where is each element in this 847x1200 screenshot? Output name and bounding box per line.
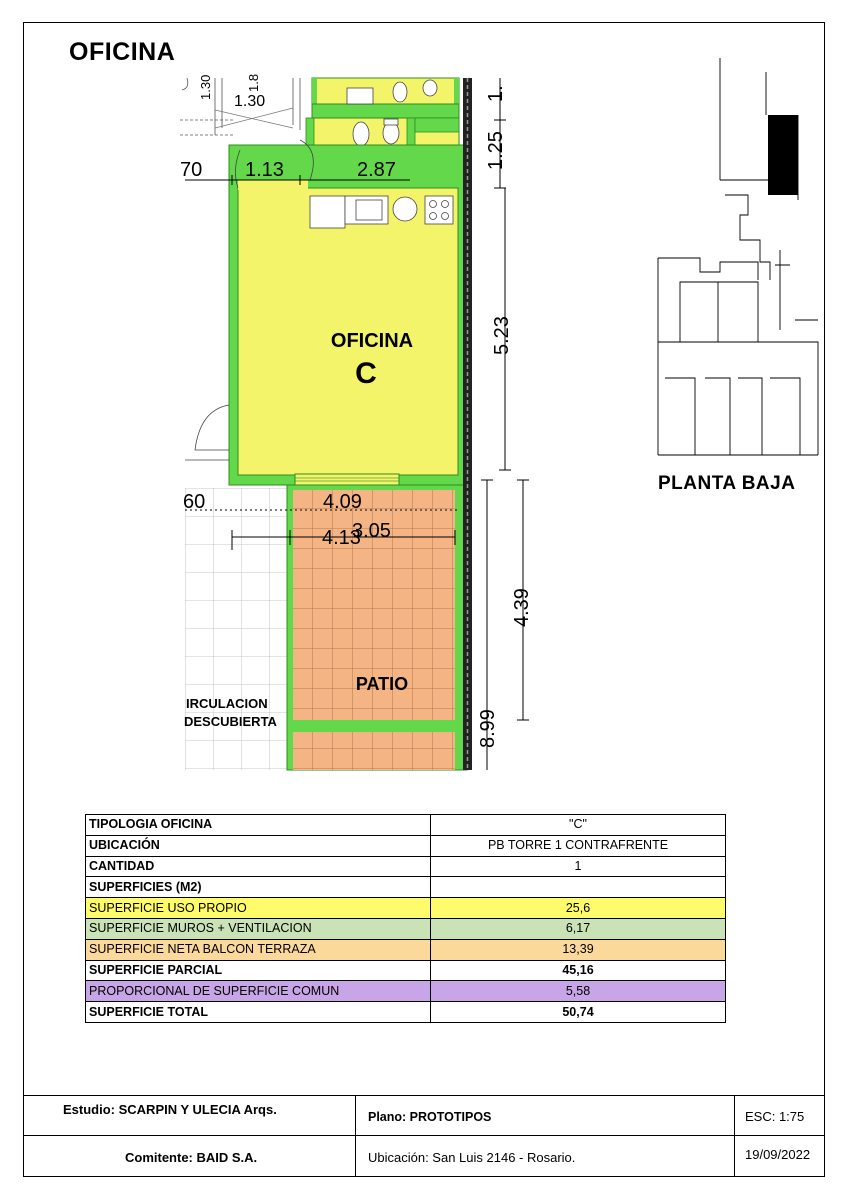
title-block: [23, 1095, 825, 1177]
dim-1: 1.: [485, 85, 507, 102]
dim-2-87: 2.87: [357, 159, 396, 181]
location-text: Ubicación: San Luis 2146 - Rosario.: [368, 1150, 576, 1165]
room-label: OFICINA: [330, 330, 414, 352]
row-value: 50,74: [431, 1002, 726, 1023]
date-cell: [734, 1135, 825, 1177]
client-text: Comitente: BAID S.A.: [125, 1150, 258, 1165]
circulation-label-1: IRCULACION: [186, 696, 268, 711]
dim-1-8: 1.8: [246, 73, 261, 92]
patio-label: PATIO: [355, 674, 409, 694]
plano-cell: [355, 1095, 735, 1136]
row-value: 6,17: [431, 918, 726, 939]
scale-text: ESC: 1:75: [745, 1109, 805, 1124]
page-title: OFICINA: [69, 38, 176, 66]
table-row: [86, 856, 726, 877]
row-value: 13,39: [431, 939, 726, 960]
row-label: UBICACIÓN: [86, 835, 431, 856]
dim-70: 70: [180, 159, 203, 181]
circulation-label-2: DESCUBIERTA: [184, 714, 277, 729]
studio-cell: [23, 1095, 356, 1136]
table-row: [86, 939, 726, 960]
row-value: 5,58: [431, 981, 726, 1002]
row-label: TIPOLOGIA OFICINA: [86, 815, 431, 836]
surface-table: [85, 814, 726, 1023]
table-row: [86, 877, 726, 898]
row-label: SUPERFICIES (M2): [86, 877, 431, 898]
key-plan-label: PLANTA BAJA: [658, 473, 796, 494]
row-label: PROPORCIONAL DE SUPERFICIE COMUN: [86, 981, 431, 1002]
row-label: SUPERFICIE NETA BALCON TERRAZA: [86, 939, 431, 960]
dim-1-30: 1.30: [234, 93, 266, 110]
row-value: 25,6: [431, 898, 726, 919]
table-row: [86, 1002, 726, 1023]
dim-8-99: 8.99: [477, 709, 499, 748]
dim-3-05: 3.05: [352, 520, 391, 542]
row-label: SUPERFICIE MUROS + VENTILACION: [86, 918, 431, 939]
row-value: PB TORRE 1 CONTRAFRENTE: [431, 835, 726, 856]
scale-cell: [734, 1095, 825, 1136]
plano-text: Plano: PROTOTIPOS: [368, 1110, 492, 1124]
table-row: [86, 835, 726, 856]
client-cell: [23, 1135, 356, 1177]
row-label: SUPERFICIE PARCIAL: [86, 960, 431, 981]
dim-1-13: 1.13: [245, 159, 284, 181]
row-value: [431, 877, 726, 898]
dim-60: 60: [183, 491, 206, 513]
dim-4-13: 4.13: [322, 527, 361, 549]
dim-5-23: 5.23: [491, 316, 513, 355]
table-row: [86, 815, 726, 836]
room-letter: C: [355, 357, 377, 390]
dim-4-09: 4.09: [323, 491, 362, 513]
dim-4-39: 4.39: [511, 588, 533, 627]
row-label: SUPERFICIE TOTAL: [86, 1002, 431, 1023]
date-text: 19/09/2022: [745, 1147, 811, 1162]
row-value: 1: [431, 856, 726, 877]
studio-text: Estudio: SCARPIN Y ULECIA Arqs.: [63, 1102, 277, 1117]
dim-1-25: 1.25: [485, 131, 507, 170]
table-row: [86, 960, 726, 981]
location-cell: [355, 1135, 735, 1177]
dim-1-30-vertical: 1.30: [198, 74, 213, 100]
row-value: "C": [431, 815, 726, 836]
row-label: SUPERFICIE USO PROPIO: [86, 898, 431, 919]
row-label: CANTIDAD: [86, 856, 431, 877]
row-value: 45,16: [431, 960, 726, 981]
table-row: [86, 918, 726, 939]
table-row: [86, 898, 726, 919]
table-row: [86, 981, 726, 1002]
